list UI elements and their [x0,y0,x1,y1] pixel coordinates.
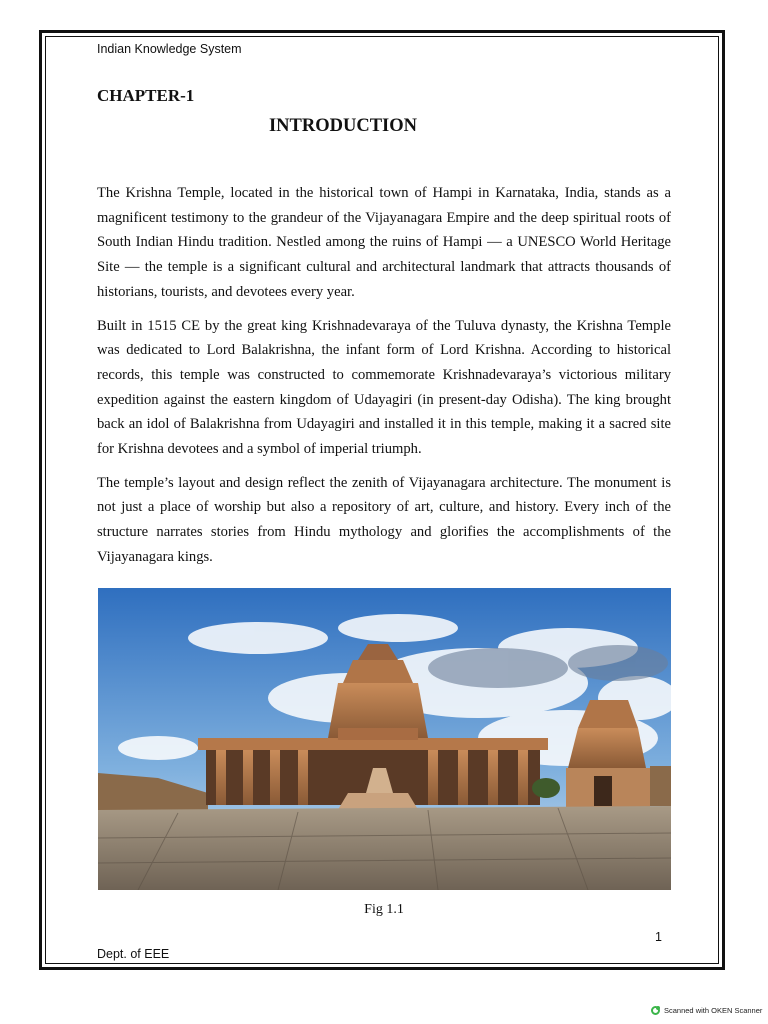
temple-photo [98,588,671,890]
body-text [97,181,671,579]
scanner-logo-icon [651,1006,660,1015]
paragraph-2: Built in 1515 CE by the great king Krishnadevaraya of the Tuluva dynasty, the Krishna Temple was dedicated to Lord Balakrishna, the infant form of Lord Krishna. According to historical records, this temple was constructed to commemorate Krishnadevaraya’s victorious military expedition against the eastern kingdom of Udayagiri (in present-day Odisha). The king brought back an idol of Balakrishna from Udayagiri and installed it in this temple, making it a sacred site for Krishna devotees and a symbol of imperial triumph. [97,317,671,458]
page-number: 1 [655,930,662,944]
chapter-label: CHAPTER-1 [97,86,195,105]
running-header: Indian Knowledge System [97,42,242,56]
temple-illustration [98,588,671,890]
paragraph-3: The temple’s layout and design reflect the zenith of Vijayanagara architecture. The monument is not just a place of worship but also a repository of art, culture, and history. Every inch of the structure narrates stories from Hindu mythology and glorifies the accomplishments of the Vijayanagara kings. [97,474,671,565]
paragraph-1: The Krishna Temple, located in the historical town of Hampi in Karnataka, India, stands as a magnificent testimony to the grandeur of the Vijayanagara Empire and the deep spiritual roots of South Indian Hindu tradition. Nestled among the ruins of Hampi — a UNESCO World Heritage Site — the temple is a significant cultural and architectural landmark that attracts thousands of historians, tourists, and devotees every year. [97,185,671,300]
figure-caption: Fig 1.1 [364,902,404,917]
chapter-title: INTRODUCTION [268,116,418,136]
scanner-watermark [651,1006,762,1015]
scanner-watermark-text: Scanned with OKEN Scanner [664,1006,763,1015]
department-footer: Dept. of EEE [97,947,170,961]
